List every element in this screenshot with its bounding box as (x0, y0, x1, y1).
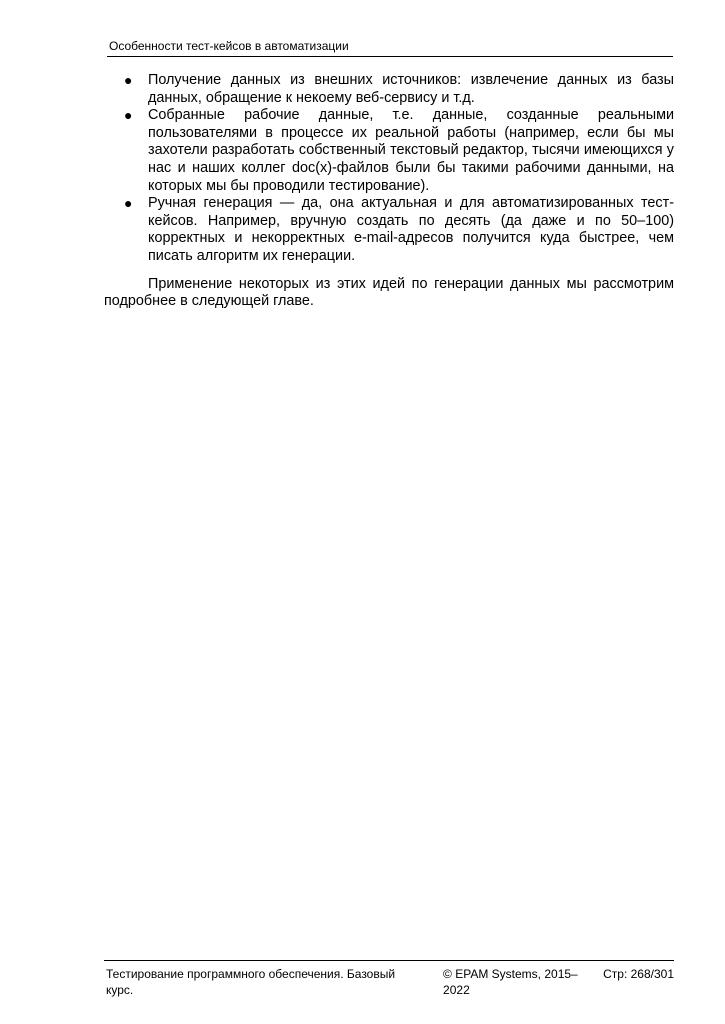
page-number: Стр: 268/301 (603, 967, 674, 981)
body-paragraph: Применение некоторых из этих идей по генерации данных мы рассмотрим подробнее в следующей главе. (104, 275, 674, 310)
list-item (104, 195, 674, 265)
bullet-icon: ● (124, 72, 133, 88)
bullet-list (104, 72, 674, 266)
list-item-text: Ручная генерация — да, она актуальная и для автоматизированных тест-кейсов. Например, вручную создать по десять (да даже и по 50–100) корректных и некорректных e-mail-адресов получится куда быстрее, чем писать алгоритм их генерации. (148, 195, 674, 264)
page-header (107, 38, 673, 57)
list-item-text: Собранные рабочие данные, т.е. данные, созданные реальными пользователями в процессе их реальной работы (например, если бы мы захотели разработать собственный текстовый редактор, тысячи имеющихся у нас и наших коллег doc(x)-файлов были бы такими рабочими данными, на которых мы бы проводили тестирование). (148, 107, 674, 194)
copyright-text: © EPAM Systems, 2015–2022 (443, 967, 578, 997)
bullet-icon: ● (124, 107, 133, 124)
bullet-icon: ● (124, 195, 133, 212)
list-item (104, 107, 674, 195)
page-content (104, 72, 674, 311)
list-item (104, 72, 674, 107)
list-item-text: Получение данных из внешних источников: извлечение данных из базы данных, обращение к некоему веб-сервису и т.д. (148, 72, 674, 106)
chapter-title: Особенности тест-кейсов в автоматизации (109, 39, 349, 53)
book-title: Тестирование программного обеспечения. Базовый курс. (106, 967, 396, 997)
page-footer (104, 960, 674, 998)
